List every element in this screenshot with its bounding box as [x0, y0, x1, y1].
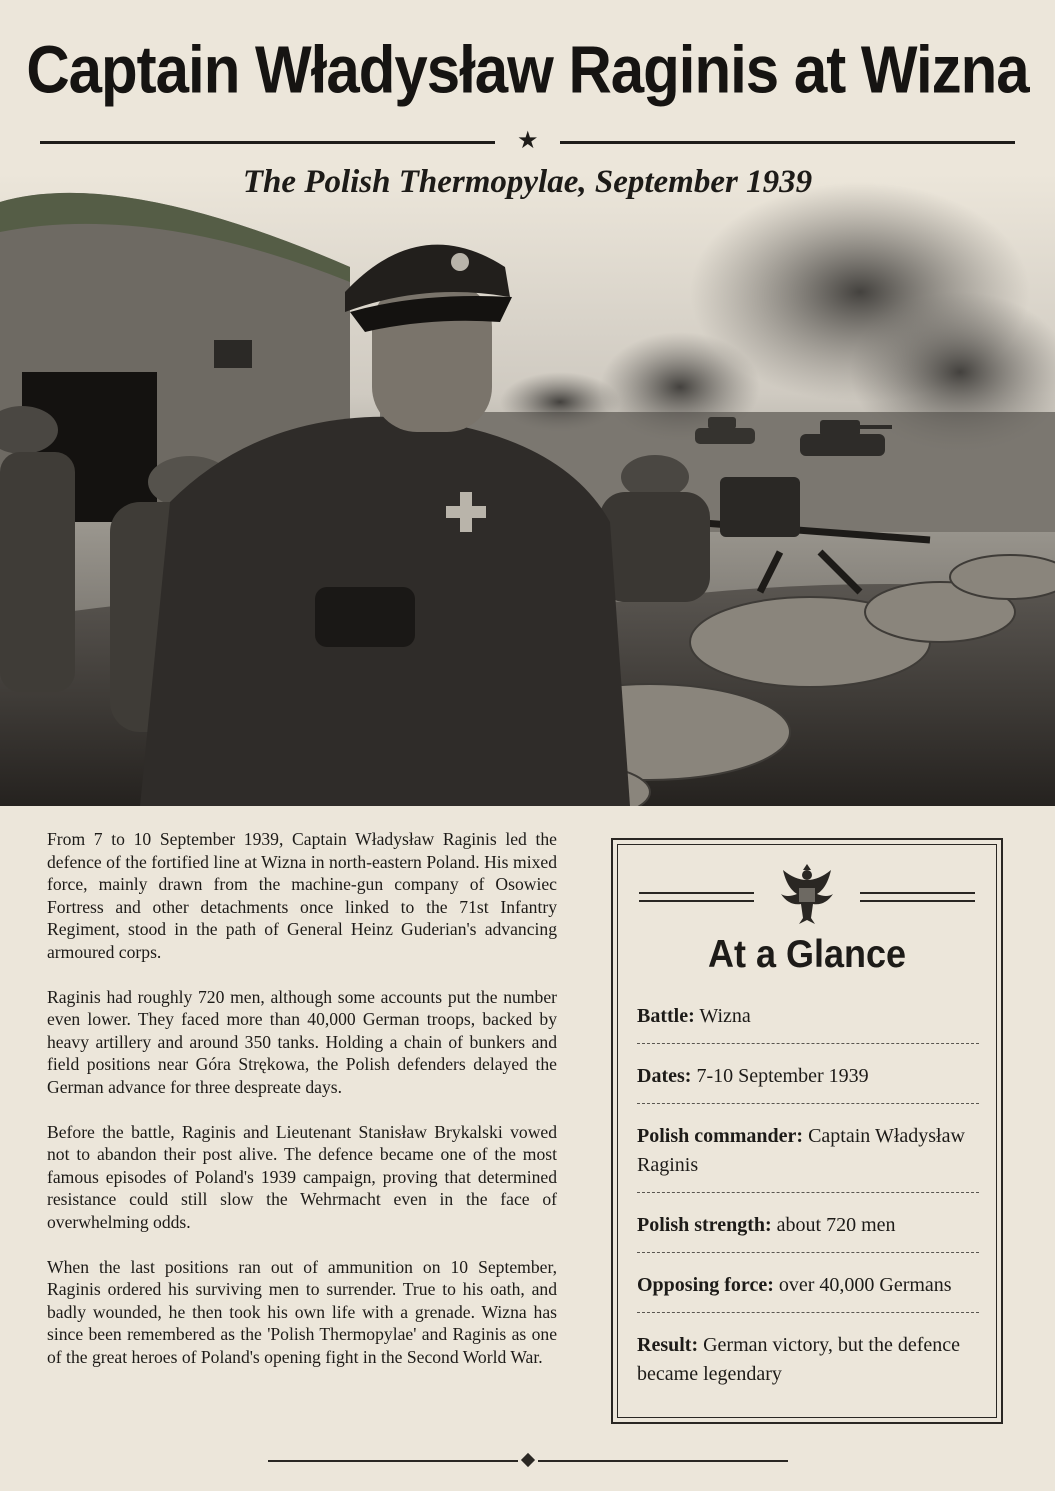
footer-divider	[268, 1456, 788, 1468]
fact-value: about 720 men	[776, 1214, 896, 1236]
fact-label: Result:	[637, 1334, 699, 1356]
fact-item	[637, 1207, 979, 1253]
article-paragraph: Raginis had roughly 720 men, although some accounts put the number even lower. They faced more than 40,000 German troops, backed by heavy artillery and around 350 tanks. Holding a chain of bunkers and field positions near Góra Strękowa, the Polish defenders delayed the German advance for three despreate days.	[47, 986, 557, 1097]
page-title: Captain Władysław Raginis at Wizna	[26, 31, 1029, 107]
smoke-plume	[500, 372, 620, 432]
fact-label: Polish commander:	[637, 1125, 804, 1147]
footer-line-left	[268, 1460, 518, 1462]
fact-value: 7-10 September 1939	[696, 1065, 869, 1087]
fact-item	[637, 1118, 979, 1193]
panel-title: At a Glance	[707, 931, 907, 976]
article-paragraph: From 7 to 10 September 1939, Captain Władysław Raginis led the defence of the fortified line at Wizna in north-eastern Poland. His mixed force, mainly drawn from the machine-gun company of Osowiec Fortress and other detachments once linked to the 71st Infantry Regiment, stood in the path of General Heinz Guderian's advancing armoured corps.	[47, 829, 557, 962]
fact-label: Dates:	[637, 1065, 692, 1087]
ornament-bar-left	[639, 892, 754, 902]
fact-label: Battle:	[637, 1005, 695, 1027]
fact-value: Wizna	[699, 1005, 751, 1027]
battlefield-photo	[0, 172, 1055, 806]
fact-value: over 40,000 Germans	[778, 1274, 952, 1296]
article-paragraph: When the last positions ran out of ammunition on 10 September, Raginis ordered his surviving men to surrender. True to his oath, and badly wounded, he then took his own life with a grenade. Wizna has since been remembered as the 'Polish Thermopylae' and Raginis as one of the great heroes of Poland's opening fight in the Second World War.	[47, 1256, 557, 1367]
fact-item	[637, 1058, 979, 1104]
fact-list	[637, 998, 979, 1415]
title-divider	[40, 128, 1015, 154]
machine-gun-body	[720, 477, 800, 537]
fact-item	[637, 1267, 979, 1313]
fact-value: German victory, but the defence became legendary	[637, 1334, 961, 1385]
divider-line-right	[560, 141, 1015, 144]
panel-header-ornament	[639, 858, 975, 928]
polish-eagle-icon	[777, 858, 837, 928]
ornament-bar-right	[860, 892, 975, 902]
page-subtitle: The Polish Thermopylae, September 1939	[242, 164, 813, 200]
fact-item	[637, 1327, 979, 1401]
fact-label: Polish strength:	[637, 1214, 772, 1236]
binoculars-icon	[315, 587, 415, 647]
fact-value: Captain Władysław Raginis	[637, 1125, 965, 1176]
article-body	[47, 828, 557, 1391]
footer-line-right	[538, 1460, 788, 1462]
diamond-icon	[521, 1453, 535, 1467]
at-a-glance-panel	[611, 838, 1003, 1424]
article-paragraph: Before the battle, Raginis and Lieutenant Stanisław Brykalski vowed not to abandon their post alive. The defence became one of the most famous episodes of Poland's 1939 campaign, proving that determined resistance could still slow the Wehrmacht even in the face of overwhelming odds.	[47, 1121, 557, 1232]
star-icon: ★	[517, 128, 539, 154]
battlefield-illustration	[0, 172, 1055, 806]
fact-label: Opposing force:	[637, 1274, 774, 1296]
fact-item	[637, 998, 979, 1044]
divider-line-left	[40, 141, 495, 144]
